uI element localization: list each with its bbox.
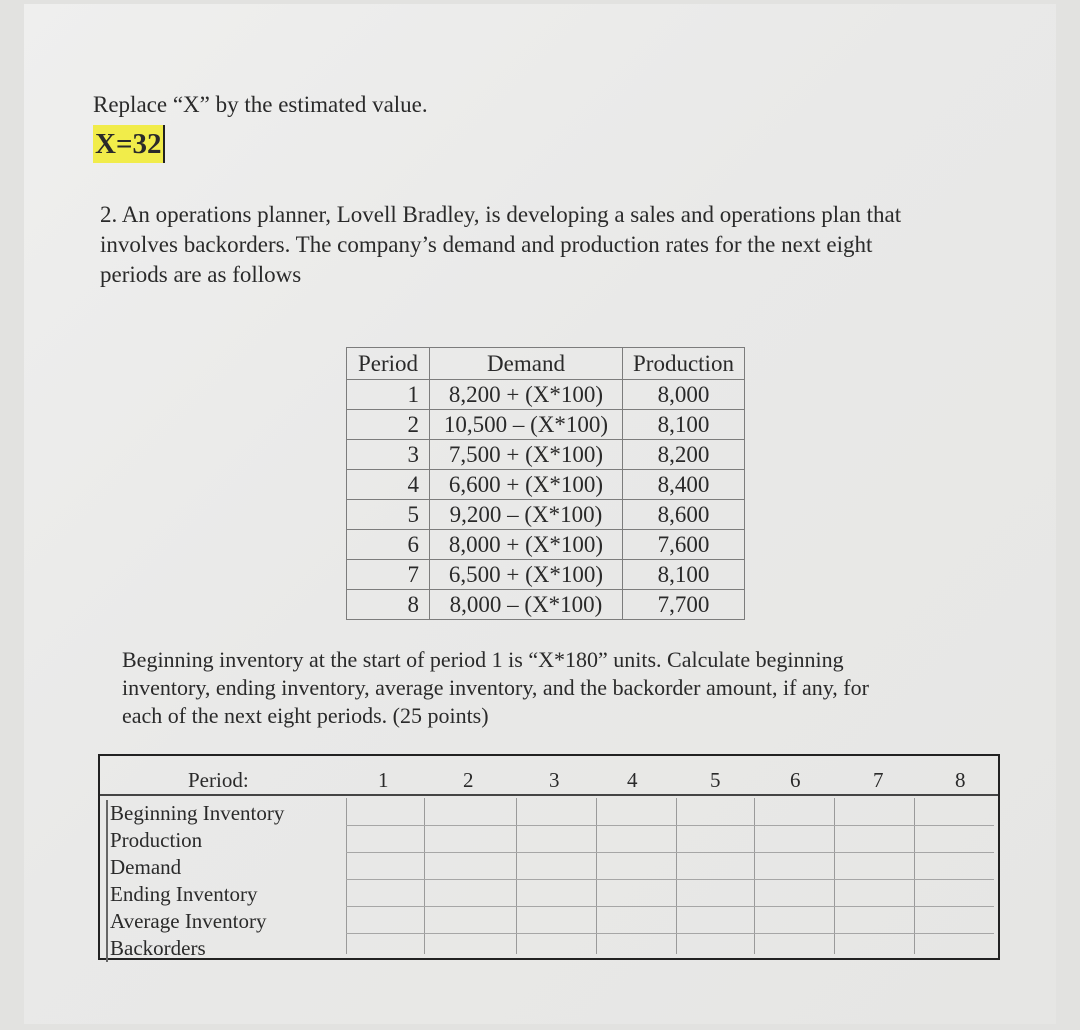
header-production: Production bbox=[623, 348, 745, 380]
period-column-2: 2 bbox=[463, 768, 474, 792]
row-label-demand: Demand bbox=[110, 855, 182, 879]
period-cell: 5 bbox=[347, 500, 430, 530]
grid-line bbox=[516, 798, 517, 954]
grid-line bbox=[346, 825, 994, 826]
row-label-production: Production bbox=[110, 828, 203, 852]
demand-cell: 6,500 + (X*100) bbox=[430, 560, 623, 590]
header-period: Period bbox=[347, 348, 430, 380]
table-row bbox=[347, 590, 745, 620]
demand-cell: 6,600 + (X*100) bbox=[430, 470, 623, 500]
period-column-5: 5 bbox=[710, 768, 721, 792]
production-cell: 8,200 bbox=[623, 440, 745, 470]
grid-line bbox=[596, 798, 597, 954]
period-label: Period: bbox=[188, 768, 249, 792]
paragraph-line: each of the next eight periods. (25 points) bbox=[122, 703, 489, 728]
grid-line bbox=[424, 798, 425, 954]
table-row bbox=[347, 380, 745, 410]
period-column-3: 3 bbox=[549, 768, 560, 792]
question-line: 2. An operations planner, Lovell Bradley, is developing a sales and operations plan that bbox=[100, 202, 902, 227]
row-label-beginning-inventory: Beginning Inventory bbox=[110, 801, 285, 825]
table-row bbox=[347, 470, 745, 500]
table-row bbox=[347, 440, 745, 470]
grid-line bbox=[676, 798, 677, 954]
production-cell: 7,600 bbox=[623, 530, 745, 560]
demand-cell: 8,000 + (X*100) bbox=[430, 530, 623, 560]
question-line: periods are as follows bbox=[100, 262, 302, 287]
period-column-4: 4 bbox=[627, 768, 638, 792]
period-cell: 6 bbox=[347, 530, 430, 560]
period-cell: 4 bbox=[347, 470, 430, 500]
period-cell: 7 bbox=[347, 560, 430, 590]
grid-line bbox=[914, 798, 915, 954]
row-labels bbox=[106, 800, 284, 962]
production-cell: 8,400 bbox=[623, 470, 745, 500]
production-cell: 8,600 bbox=[623, 500, 745, 530]
grid-line bbox=[834, 798, 835, 954]
grid-line bbox=[754, 798, 755, 954]
demand-cell: 9,200 – (X*100) bbox=[430, 500, 623, 530]
answer-grid bbox=[346, 798, 994, 954]
period-column-1: 1 bbox=[378, 768, 389, 792]
paragraph-line: inventory, ending inventory, average inventory, and the backorder amount, if any, for bbox=[122, 675, 869, 700]
production-cell: 8,100 bbox=[623, 560, 745, 590]
table-row bbox=[347, 410, 745, 440]
table-row bbox=[347, 500, 745, 530]
demand-cell: 8,000 – (X*100) bbox=[430, 590, 623, 620]
table-row bbox=[347, 560, 745, 590]
table-row bbox=[347, 530, 745, 560]
row-label-average-inventory: Average Inventory bbox=[110, 909, 267, 933]
period-column-8: 8 bbox=[955, 768, 966, 792]
instruction-text: Replace “X” by the estimated value. bbox=[93, 92, 428, 117]
demand-cell: 8,200 + (X*100) bbox=[430, 380, 623, 410]
paragraph-line: Beginning inventory at the start of period 1 is “X*180” units. Calculate beginning bbox=[122, 647, 844, 672]
question-line: involves backorders. The company’s demand and production rates for the next eight bbox=[100, 232, 873, 257]
question-text bbox=[100, 200, 1000, 290]
grid-line bbox=[346, 852, 994, 853]
period-cell: 2 bbox=[347, 410, 430, 440]
period-column-6: 6 bbox=[790, 768, 801, 792]
x-value-highlight: X=32 bbox=[93, 125, 165, 163]
grid-line bbox=[346, 798, 347, 954]
grid-line bbox=[346, 906, 994, 907]
period-column-7: 7 bbox=[873, 768, 884, 792]
answer-table bbox=[98, 754, 1000, 960]
grid-line bbox=[346, 933, 994, 934]
instructions-paragraph bbox=[122, 646, 982, 730]
grid-line bbox=[346, 879, 994, 880]
period-cell: 1 bbox=[347, 380, 430, 410]
period-cell: 8 bbox=[347, 590, 430, 620]
period-cell: 3 bbox=[347, 440, 430, 470]
row-label-ending-inventory: Ending Inventory bbox=[110, 882, 258, 906]
demand-cell: 7,500 + (X*100) bbox=[430, 440, 623, 470]
row-label-backorders: Backorders bbox=[110, 936, 206, 960]
production-cell: 8,000 bbox=[623, 380, 745, 410]
production-cell: 7,700 bbox=[623, 590, 745, 620]
demand-cell: 10,500 – (X*100) bbox=[430, 410, 623, 440]
table-header-row bbox=[347, 348, 745, 380]
production-cell: 8,100 bbox=[623, 410, 745, 440]
demand-production-table bbox=[346, 347, 745, 620]
header-demand: Demand bbox=[430, 348, 623, 380]
